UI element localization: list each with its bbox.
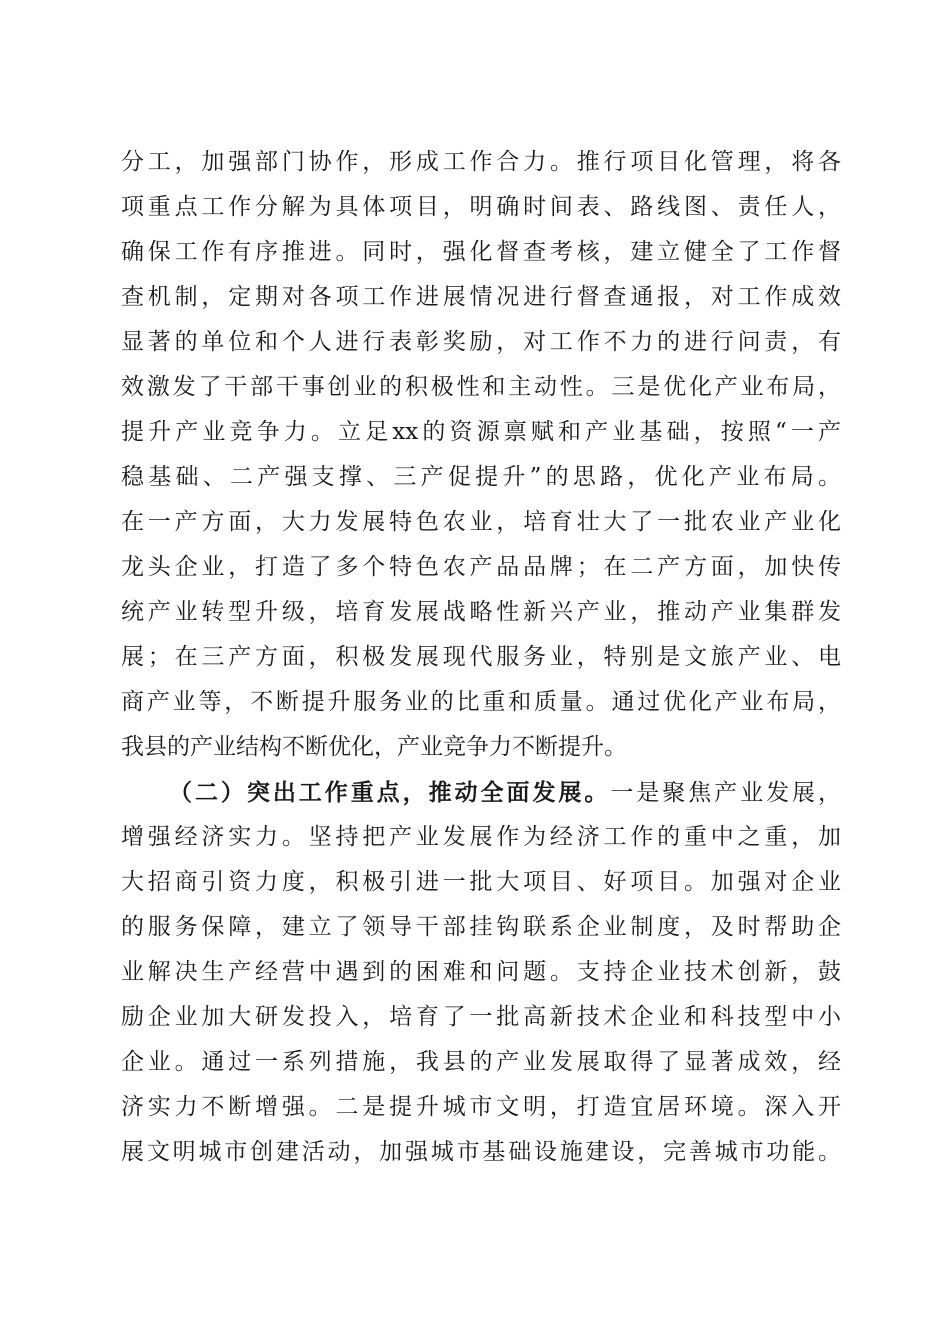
text-line: 效激发了干部干事创业的积极性和主动性。三是优化产业布局， (121, 374, 841, 400)
text-line: 分工，加强部门协作，形成工作合力。推行项目化管理，将各 (121, 149, 841, 175)
text-line: 济实力不断增强。二是提升城市文明，打造宜居环境。深入开 (121, 1094, 841, 1120)
text-line: 龙头企业，打造了多个特色农产品品牌；在二产方面，加快传 (121, 554, 841, 580)
section-heading: （二）突出工作重点，推动全面发展。 (169, 779, 611, 806)
text-line: 我县的产业结构不断优化，产业竞争力不断提升。 (121, 734, 627, 760)
text-line: 在一产方面，大力发展特色农业，培育壮大了一批农业产业化 (121, 509, 841, 535)
text-line: 业解决生产经营中遇到的困难和问题。支持企业技术创新，鼓 (121, 959, 841, 985)
text-line: 励企业加大研发投入，培育了一批高新技术企业和科技型中小 (121, 1004, 841, 1030)
text-line: 统产业转型升级，培育发展战略性新兴产业，推动产业集群发 (121, 599, 841, 625)
text-line: 项重点工作分解为具体项目，明确时间表、路线图、责任人， (121, 194, 841, 220)
body-text (121, 140, 841, 1175)
text-line: 提升产业竞争力。立足xx的资源禀赋和产业基础，按照“一产 (121, 419, 841, 445)
text-line: 大招商引资力度，积极引进一批大项目、好项目。加强对企业 (121, 869, 841, 895)
text-line: 企业。通过一系列措施，我县的产业发展取得了显著成效，经 (121, 1049, 841, 1075)
text-line: 展文明城市创建活动，加强城市基础设施建设，完善城市功能。 (121, 1139, 841, 1165)
text-line: 显著的单位和个人进行表彰奖励，对工作不力的进行问责，有 (121, 329, 841, 355)
section-heading-rest: 一是聚焦产业发展， (610, 780, 841, 806)
text-line: 稳基础、二产强支撑、三产促提升”的思路，优化产业布局。 (121, 464, 841, 490)
text-line: 商产业等，不断提升服务业的比重和质量。通过优化产业布局， (121, 689, 841, 715)
section-heading-line (121, 770, 841, 815)
text-line: 确保工作有序推进。同时，强化督查考核，建立健全了工作督 (121, 239, 841, 265)
text-line: 的服务保障，建立了领导干部挂钩联系企业制度，及时帮助企 (121, 914, 841, 940)
text-line: 增强经济实力。坚持把产业发展作为经济工作的重中之重，加 (121, 824, 841, 850)
text-line: 展；在三产方面，积极发展现代服务业，特别是文旅产业、电 (121, 644, 841, 670)
text-line: 查机制，定期对各项工作进展情况进行督查通报，对工作成效 (121, 284, 841, 310)
